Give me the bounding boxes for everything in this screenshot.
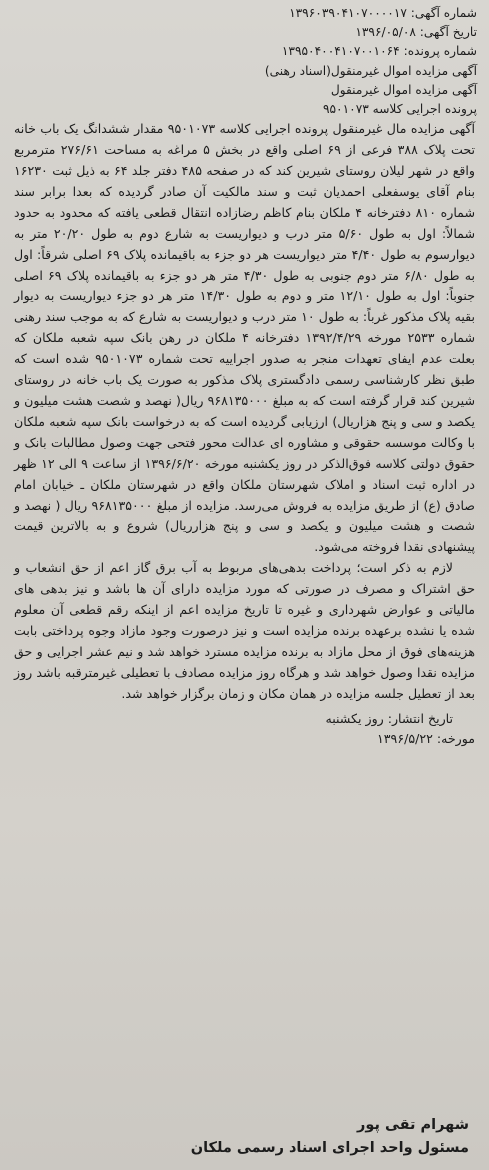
conditions-paragraph: لازم به ذکر است؛ پرداخت بدهی‌های مربوط به آب برق گاز اعم از حق انشعاب و حق اشتراک و مصرف در صورتی که مورد مزایده دارای آن ها باشد و نیز بدهی های مالیاتی و عوارض شهرداری و غیره تا تاریخ مزایده اعم از اینکه رقم قطعی آن معلوم شده یا نشده برعهده برنده مزایده است و نیز درصورت وجود مازاد وجوه پرداختی بابت هزینه‌های فوق از محل مازاد به برنده مزایده مسترد خواهد شد و نیم عشر اجرایی و حق مزایده نقدا وصول خواهد شد و هرگاه روز مزایده مصادف با تعطیلی غیرمترقبه باشد روز بعد از تعطیل جلسه مزایده در همان مکان و زمان برگزار خواهد شد. <box>14 560 475 701</box>
case-number: شماره پرونده: ۱۳۹۵۰۴۰۰۴۱۰۷۰۰۱۰۶۴ <box>281 44 477 59</box>
publish-info <box>0 705 489 749</box>
publish-date-label: تاریخ انتشار: روز یکشنبه <box>325 710 453 726</box>
signature-block <box>191 1114 469 1160</box>
ad-number: شماره آگهی: ۱۳۹۶۰۳۹۰۴۱۰۷۰۰۰۰۱۷ <box>289 6 477 20</box>
ad-title-mortgage: آگهی مزایده اموال غیرمنقول(اسناد رهنی) <box>264 63 477 78</box>
publish-date: مورخه: ۱۳۹۶/۵/۲۲ <box>377 730 475 746</box>
ad-title: آگهی مزایده اموال غیرمنقول <box>330 82 477 97</box>
ad-header <box>0 0 489 119</box>
file-class: پرونده اجرایی کلاسه ۹۵۰۱۰۷۳ <box>322 102 477 117</box>
signatory-name: شهرام تقی پور <box>357 1117 469 1133</box>
ad-date: تاریخ آگهی: ۱۳۹۶/۰۵/۰۸ <box>355 25 477 40</box>
auction-details-paragraph: آگهی مزایده مال غیرمنقول پرونده اجرایی کلاسه ۹۵۰۱۰۷۳ مقدار ششدانگ یک باب خانه تحت پلاک ۳۸۸ فرعی از ۶۹ اصلی واقع در بخش ۵ مراغه به مساحت ۲۷۶/۶۱ مترمربع واقع در شهر لیلان روستای شیرین کند که در صفحه ۴۸۵ دفتر جلد ۶۴ به ذیل ثبت ۱۶۲۳۰ بنام آقای یوسفعلی احمدیان ثبت و سند مالکیت آن صادر گردیده که بعدا برابر سند شماره ۸۱۰ دفترخانه ۴ ملکان بنام کاظم رضازاده انتقال قطعی یافته که محدود به حدود شمالاً: اول به طول ۵/۶۰ متر درب و دیواریست به شارع دوم به طول ۲۰/۲۰ متر به دیوارسوم به طول ۴/۴۰ متر دیواریست هر دو جزء به باقیمانده پلاک ۶۹ اصلی شرقاً: اول به طول ۶/۸۰ متر دوم جنوبی به طول ۴/۳۰ متر هر دو جزء به باقیمانده پلاک ۶۹ اصلی جنوباً: اول به طول ۱۲/۱۰ متر و دوم به طول ۱۴/۳۰ متر هر دو جزء دیواریست به دیوار بقیه پلاک مذکور غرباً: به طول ۱۰ متر درب و دیواریست به شارع که به موجب سند رهنی شماره ۲۵۳۳ مورخه ۱۳۹۲/۴/۲۹ دفترخانه ۴ ملکان در رهن بانک سپه شعبه ملکان که بعلت عدم ایفای تعهدات منجر به صدور اجراییه تحت شماره ۹۵۰۱۰۷۳ شده است که طبق نظر کارشناسی رسمی دادگستری پلاک مذکور به صورت یک باب خانه در روستای شیرین کند قرار گرفته است که به مبلغ ۹۶۸۱۳۵۰۰۰ ریال( نهصد و شصت هشت میلیون و یکصد و سی و پنج هزاریال) ارزیابی گردیده است که به درخواست بانک سپه شعبه ملکان با وکالت موسسه حقوقی و مشاوره ای عدالت محور فتحی جهت وصول مطالبات بانک و حقوق دولتی کلاسه فوق‌الذکر در روز یکشنبه مورخه ۱۳۹۶/۶/۲۰ از ساعت ۹ الی ۱۲ ظهر در اداره ثبت اسناد و املاک شهرستان ملکان واقع در شهرستان ملکان ـ خیابان امام صادق (ع) از طریق مزایده به فروش می‌رسد. مزایده از مبلغ ۹۶۸۱۳۵۰۰۰ ریال ( نهصد و شصت و هشت میلیون و یکصد و سی و پنج هزارریال) شروع و به بالاترین قیمت پیشنهادی نقدا فروخته می‌شود. <box>14 121 476 555</box>
signatory-position: مسئول واحد اجرای اسناد رسمی ملکان <box>190 1140 469 1156</box>
ad-body <box>0 119 489 704</box>
